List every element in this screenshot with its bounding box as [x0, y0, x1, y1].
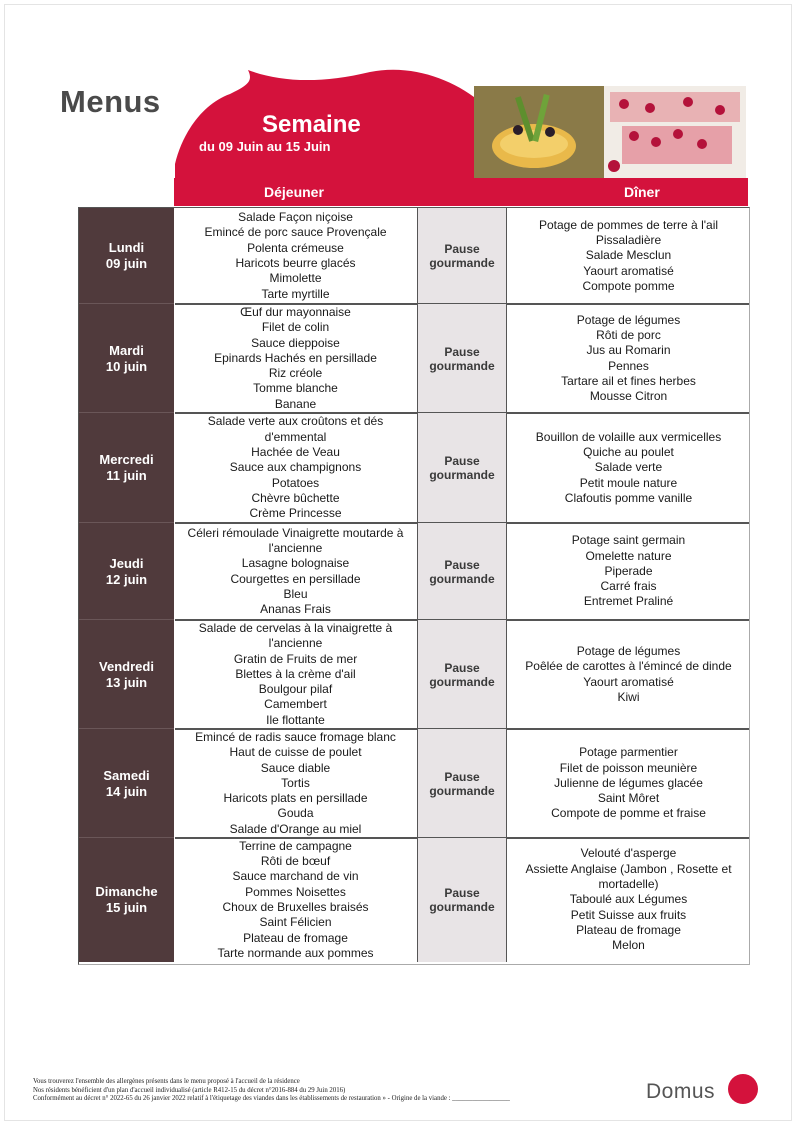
footer-line: Nos résidents bénéficient d'un plan d'accueil individualisé (article R412-15 du décret n°2016-884 du 29 Juin 2016) — [33, 1086, 346, 1094]
pause-label: Pause — [444, 769, 480, 784]
dinner-item: Poêlée de carottes à l'émincé de dinde — [525, 659, 732, 674]
pause-label: Pause — [444, 557, 480, 572]
pause-label: gourmande — [429, 571, 495, 586]
lunch-item: Haricots plats en persillade — [223, 791, 368, 806]
day-name: Vendredi — [99, 658, 154, 674]
day-name: Samedi — [103, 767, 150, 783]
dinner-item: Potage de pommes de terre à l'ail — [538, 217, 719, 232]
pause-label: gourmande — [429, 783, 495, 798]
lunch-item: Tortis — [281, 775, 310, 790]
lunch-item: Salade de cervelas à la vinaigrette à — [198, 620, 393, 635]
dinner-item: Kiwi — [617, 689, 640, 704]
day-date: 15 juin — [105, 900, 148, 915]
footer-line: Conformément au décret n° 2022-65 du 26 janvier 2022 relatif à l'étiquetage des viandes dans les établissements de restauration » - Origine de la viande : _________________ — [33, 1095, 510, 1103]
dinner-item: Salade Mesclun — [585, 248, 672, 263]
pause-label: Pause — [444, 886, 480, 900]
lunch-item: Hachée de Veau — [251, 445, 340, 460]
dinner-item: Plateau de fromage — [576, 922, 681, 937]
lunch-item: Sauce diable — [260, 760, 331, 775]
pause-label: gourmande — [429, 468, 495, 482]
pause-cell — [417, 838, 507, 962]
lunch-item: Polenta crémeuse — [247, 240, 344, 255]
lunch-item: Emincé de radis sauce fromage blanc — [195, 729, 396, 744]
dinner-item: Yaourt aromatisé — [583, 674, 674, 689]
lunch-item: Haricots beurre glacés — [235, 256, 356, 270]
dinner-item: Potage de légumes — [576, 643, 681, 658]
lunch-item: Gratin de Fruits de mer — [233, 651, 358, 666]
pause-cell — [417, 208, 507, 304]
logo-text: Domus — [646, 1080, 716, 1103]
week-label: Semaine — [262, 111, 361, 138]
dinner-item: Velouté d'asperge — [580, 846, 677, 861]
lunch-item: Ile flottante — [266, 712, 325, 727]
pause-label: gourmande — [429, 900, 495, 914]
dinner-item: Potage parmentier — [579, 745, 678, 760]
dinner-item: Mousse Citron — [589, 389, 668, 404]
lunch-cell — [175, 208, 416, 304]
day-date: 09 juin — [105, 256, 148, 271]
lunch-item: Pommes Noisettes — [245, 884, 346, 899]
dinner-item: Bouillon de volaille aux vermicelles — [535, 429, 722, 444]
dinner-item: Jus au Romarin — [586, 343, 671, 358]
dinner-item: Compote pomme — [582, 278, 675, 293]
day-row — [79, 304, 749, 413]
footer-line: Vous trouverez l'ensemble des allergènes présents dans le menu proposé à l'accueil de la résidence — [33, 1078, 300, 1085]
dinner-item: Petit Suisse aux fruits — [570, 907, 687, 922]
lunch-column-header: Déjeuner — [264, 184, 324, 200]
day-label — [79, 413, 174, 523]
lunch-cell — [175, 413, 416, 523]
day-name: Mardi — [109, 342, 144, 358]
lunch-item: Tomme blanche — [253, 381, 338, 396]
day-name: Jeudi — [109, 555, 144, 571]
pause-cell — [417, 729, 507, 838]
dinner-item: Filet de poisson meunière — [559, 760, 698, 775]
lunch-cell — [175, 304, 416, 413]
lunch-item: Banane — [274, 396, 317, 411]
domusvi-logo — [646, 1074, 766, 1114]
day-label — [79, 523, 174, 620]
day-date: 13 juin — [105, 674, 148, 690]
lunch-item: Crème Princesse — [249, 506, 342, 521]
day-label — [79, 304, 174, 413]
lunch-item: Ananas Frais — [260, 602, 331, 617]
dinner-item: Quiche au poulet — [583, 445, 674, 460]
lunch-item: Sauce marchand de vin — [232, 869, 359, 884]
dinner-cell — [508, 838, 749, 962]
lunch-item: Rôti de bœuf — [260, 854, 331, 869]
day-row — [79, 523, 749, 620]
lunch-cell — [175, 523, 416, 620]
dinner-item: Potage saint germain — [571, 533, 686, 548]
lunch-item: l'ancienne — [268, 636, 323, 651]
pause-label: Pause — [444, 344, 480, 359]
dinner-item: Saint Môret — [597, 791, 660, 806]
day-name: Lundi — [108, 240, 145, 255]
day-label — [79, 729, 174, 838]
dinner-column-header: Dîner — [624, 184, 660, 200]
dinner-cell — [508, 523, 749, 620]
day-date: 14 juin — [105, 783, 148, 799]
lunch-item: Salade Façon niçoise — [238, 210, 353, 225]
pause-label: Pause — [444, 454, 480, 468]
lunch-item: Plateau de fromage — [243, 930, 348, 945]
dinner-item: Tartare ail et fines herbes — [561, 373, 696, 388]
pause-cell — [417, 620, 507, 729]
dinner-item: mortadelle) — [598, 877, 659, 892]
dinner-item: Compote de pomme et fraise — [551, 806, 706, 821]
day-label — [79, 838, 174, 962]
day-row — [79, 413, 749, 523]
lunch-item: Chèvre bûchette — [251, 490, 340, 505]
column-header-bar — [174, 178, 748, 206]
lunch-item: Saint Félicien — [259, 915, 332, 930]
lunch-item: Bleu — [283, 586, 308, 601]
lunch-item: Sauce dieppoise — [251, 335, 340, 350]
lunch-cell — [175, 620, 416, 729]
day-date: 12 juin — [105, 571, 148, 587]
pause-label: gourmande — [429, 674, 495, 689]
page-title: Menus — [60, 84, 161, 119]
pause-cell — [417, 413, 507, 523]
menu-table — [78, 207, 750, 965]
dinner-item: Clafoutis pomme vanille — [564, 490, 693, 505]
lunch-cell — [175, 838, 416, 962]
lunch-item: Sauce aux champignons — [229, 460, 362, 475]
lunch-item: Potatoes — [271, 475, 320, 490]
lunch-item: Camembert — [264, 697, 327, 712]
day-row — [79, 620, 749, 729]
dinner-item: Salade verte — [594, 460, 663, 475]
pause-label: Pause — [444, 660, 480, 675]
lunch-item: Emincé de porc sauce Provençale — [204, 225, 387, 240]
lunch-item: Lasagne bolognaise — [241, 556, 350, 571]
pause-label: gourmande — [429, 256, 495, 270]
lunch-item: d'emmental — [264, 429, 327, 444]
dinner-item: Yaourt aromatisé — [583, 263, 674, 278]
dinner-item: Rôti de porc — [596, 327, 661, 342]
pause-label: Pause — [444, 242, 480, 256]
dinner-cell — [508, 304, 749, 413]
pause-cell — [417, 523, 507, 620]
food-photo — [474, 86, 746, 178]
lunch-item: Riz créole — [268, 366, 323, 381]
lunch-item: Céleri rémoulade Vinaigrette moutarde à — [187, 525, 404, 540]
day-label — [79, 208, 174, 304]
day-name: Mercredi — [99, 452, 154, 467]
dinner-item: Potage de légumes — [576, 312, 681, 327]
lunch-item: Mimolette — [269, 271, 322, 286]
day-row — [79, 729, 749, 838]
dinner-item: Taboulé aux Légumes — [569, 892, 688, 907]
day-row — [79, 838, 749, 962]
pause-cell — [417, 304, 507, 413]
lunch-item: Filet de colin — [261, 320, 330, 335]
dinner-item: Omelette nature — [585, 548, 672, 563]
day-row — [79, 208, 749, 304]
lunch-item: Blettes à la crème d'ail — [235, 666, 356, 681]
lunch-item: Choux de Bruxelles braisés — [222, 900, 369, 914]
dinner-item: Carré frais — [600, 579, 657, 594]
dinner-cell — [508, 620, 749, 729]
dinner-cell — [508, 208, 749, 304]
dinner-item: Pennes — [608, 358, 649, 373]
day-date: 10 juin — [105, 358, 148, 374]
lunch-item: Tarte normande aux pommes — [217, 945, 374, 960]
dinner-item: Piperade — [604, 563, 653, 578]
dinner-item: Pissaladière — [595, 233, 662, 248]
lunch-item: Epinards Hachés en persillade — [214, 350, 377, 365]
pause-label: gourmande — [429, 358, 495, 373]
footer-notes — [33, 1078, 510, 1104]
dinner-item: Melon — [612, 938, 645, 953]
lunch-item: Salade d'Orange au miel — [229, 821, 362, 836]
dinner-item: Petit moule nature — [579, 475, 678, 490]
lunch-item: Boulgour pilaf — [258, 682, 333, 697]
day-date: 11 juin — [106, 468, 147, 483]
logo-heart-icon — [728, 1074, 758, 1104]
dinner-cell — [508, 729, 749, 838]
dinner-cell — [508, 413, 749, 523]
lunch-item: l'ancienne — [268, 540, 323, 555]
day-name: Dimanche — [95, 884, 158, 899]
lunch-item: Tarte myrtille — [261, 286, 330, 301]
week-dates: du 09 Juin au 15 Juin — [199, 139, 331, 154]
lunch-cell — [175, 729, 416, 838]
lunch-item: Gouda — [277, 806, 314, 821]
dinner-item: Entremet Praliné — [583, 594, 674, 609]
lunch-item: Terrine de campagne — [239, 838, 352, 853]
lunch-item: Salade verte aux croûtons et dés — [207, 414, 384, 429]
dinner-item: Julienne de légumes glacée — [554, 775, 703, 790]
dinner-item: Assiette Anglaise (Jambon , Rosette et — [525, 861, 732, 876]
lunch-item: Courgettes en persillade — [230, 571, 361, 586]
day-label — [79, 620, 174, 729]
lunch-item: Haut de cuisse de poulet — [229, 745, 362, 760]
lunch-item: Œuf dur mayonnaise — [240, 304, 351, 319]
